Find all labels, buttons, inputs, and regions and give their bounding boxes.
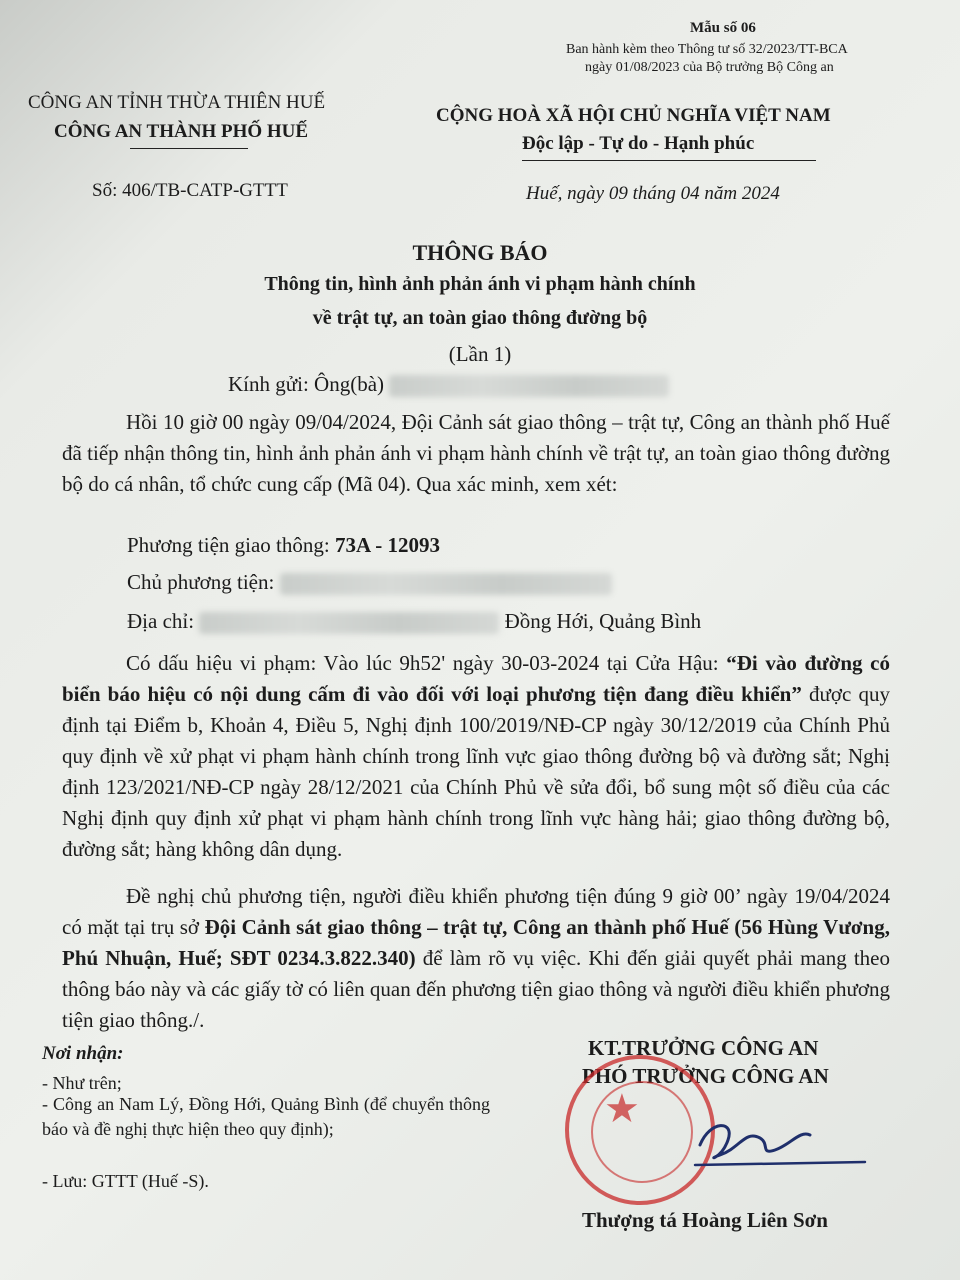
address-line bbox=[127, 609, 701, 634]
address-tail: Đồng Hới, Quảng Bình bbox=[504, 609, 702, 633]
addressee-line bbox=[228, 372, 669, 397]
agency-underline bbox=[130, 148, 248, 149]
addressee-label: Kính gửi: Ông(bà) bbox=[228, 372, 385, 396]
form-issued-line2: ngày 01/08/2023 của Bộ trưởng Bộ Công an bbox=[585, 60, 834, 75]
redacted-owner bbox=[280, 573, 612, 595]
stamp-star-icon: ★ bbox=[604, 1086, 640, 1131]
vehicle-plate: 73A - 12093 bbox=[334, 533, 440, 557]
signature-title-2: PHÓ TRƯỞNG CÔNG AN bbox=[582, 1064, 829, 1088]
recipient-item-3: - Lưu: GTTT (Huế -S). bbox=[42, 1171, 209, 1191]
violation-paragraph bbox=[62, 648, 890, 865]
agency-parent: CÔNG AN TỈNH THỪA THIÊN HUẾ bbox=[28, 92, 326, 113]
request-lead: Đề nghị chủ phương tiện, người điều khiển phương tiện đúng 9 giờ 00’ ngày 19/04/2024 có mặt tại trụ sở bbox=[62, 884, 890, 939]
redacted-addressee bbox=[389, 375, 669, 397]
redacted-address bbox=[199, 612, 499, 634]
request-rest: để làm rõ vụ việc. Khi đến giải quyết phải mang theo thông báo này và các giấy tờ có liên quan đến phương tiện giao thông và người điều khiển phương tiện giao thông./. bbox=[62, 946, 891, 1032]
violation-lead: Có dấu hiệu vi phạm: Vào lúc 9h52' ngày 30-03-2024 tại Cửa Hậu: bbox=[126, 651, 727, 675]
owner-line bbox=[127, 570, 612, 595]
handwritten-signature bbox=[690, 1100, 890, 1180]
signature-title-1: KT.TRƯỞNG CÔNG AN bbox=[588, 1036, 819, 1060]
notice-subtitle-2: về trật tự, an toàn giao thông đường bộ bbox=[312, 307, 648, 329]
motto-underline bbox=[522, 160, 816, 161]
form-number: Mẫu số 06 bbox=[690, 20, 756, 36]
nation-name: CỘNG HOÀ XÃ HỘI CHỦ NGHĨA VIỆT NAM bbox=[436, 105, 831, 126]
recipients-heading: Nơi nhận: bbox=[42, 1043, 124, 1064]
vehicle-label: Phương tiện giao thông: bbox=[127, 533, 335, 557]
violation-description: “Đi vào đường có biển báo hiệu có nội dung cấm đi vào đối với loại phương tiện đang điều khiển” bbox=[62, 651, 890, 706]
request-paragraph bbox=[62, 881, 890, 1036]
notice-title: THÔNG BÁO bbox=[412, 240, 548, 265]
document-number: Số: 406/TB-CATP-GTTT bbox=[92, 180, 288, 201]
address-label: Địa chỉ: bbox=[127, 609, 195, 633]
nation-motto: Độc lập - Tự do - Hạnh phúc bbox=[522, 133, 755, 154]
recipient-item-2: - Công an Nam Lý, Đồng Hới, Quảng Bình (để chuyển thông báo và đề nghị thực hiện theo quy định); bbox=[42, 1094, 490, 1139]
notice-subtitle-1: Thông tin, hình ảnh phản ánh vi phạm hành chính bbox=[264, 273, 696, 295]
request-location: Đội Cảnh sát giao thông – trật tự, Công an thành phố Huế (56 Hùng Vương, Phú Nhuận, Huế; SĐT 0234.3.822.340) bbox=[62, 915, 890, 970]
violation-legal-basis: được quy định tại Điểm b, Khoản 4, Điều 5, Nghị định 100/2019/NĐ-CP ngày 30/12/2019 của Chính Phủ quy định về xử phạt vi phạm hành chính trong lĩnh vực giao thông đường bộ và đường sắt; Nghị định 123/2021/NĐ-CP ngày 28/12/2021 của Chính Phủ về sửa đổi, bổ sung một số điều của các Nghị định quy định xử phạt vi phạm hành chính trong lĩnh vực hàng hải; giao thông đường bộ, đường sắt; hàng không dân dụng. bbox=[62, 682, 890, 861]
recipient-item-1: - Như trên; bbox=[42, 1073, 122, 1093]
signer-name: Thượng tá Hoàng Liên Sơn bbox=[582, 1208, 828, 1232]
vehicle-line bbox=[127, 533, 440, 558]
form-issued-line1: Ban hành kèm theo Thông tư số 32/2023/TT-BCA bbox=[566, 42, 848, 57]
place-date: Huế, ngày 09 tháng 04 năm 2024 bbox=[526, 183, 780, 204]
owner-label: Chủ phương tiện: bbox=[127, 570, 275, 594]
agency-unit: CÔNG AN THÀNH PHỐ HUẾ bbox=[54, 121, 309, 142]
notice-round: (Lần 1) bbox=[448, 342, 512, 366]
intro-paragraph: Hồi 10 giờ 00 ngày 09/04/2024, Đội Cảnh sát giao thông – trật tự, Công an thành phố Huế đã tiếp nhận thông tin, hình ảnh phản ánh vi phạm hành chính về trật tự, an toàn giao thông đường bộ do cá nhân, tổ chức cung cấp (Mã 04). Qua xác minh, xem xét: bbox=[62, 410, 890, 496]
